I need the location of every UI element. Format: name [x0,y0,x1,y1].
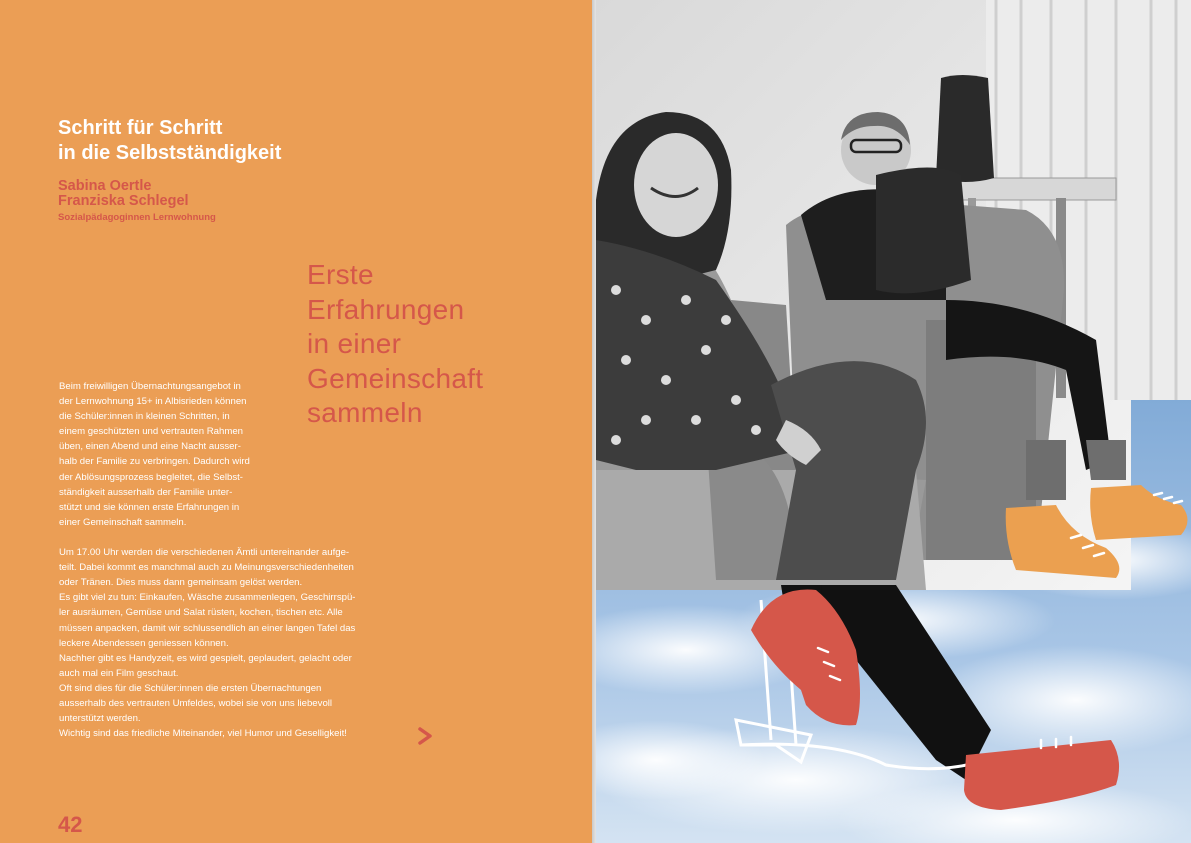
text-line: üben, einen Abend und eine Nacht ausser- [59,441,241,453]
photo-collage [596,0,1191,843]
subheading-line: Gemeinschaft [307,362,484,394]
text-line: ausserhalb des vertrauten Umfeldes, wobei sie von uns liebevoll [59,697,333,709]
text-line: Um 17.00 Uhr werden die verschiedenen Ämtli untereinander aufge- [59,547,350,559]
text-line: einer Gemeinschaft sammeln. [59,516,187,528]
text-line: Beim freiwilligen Übernachtungsangebot in [59,381,241,392]
photo-collage-icon [596,0,1191,843]
text-line: ler ausräumen, Gemüse und Salat rüsten, kochen, tischen etc. Alle [59,607,343,619]
subheading-line: Erfahrungen [307,293,465,325]
text-line: müssen anpacken, damit wir schlussendlich an einer langen Tafel das [59,622,356,634]
body-text [59,379,429,741]
text-line: Wichtig sind das friedliche Miteinander, viel Humor und Geselligkeit! [59,728,347,740]
chevron-right-icon [416,726,434,746]
subheading-line: in einer [307,328,402,359]
text-line: der Ablösungsprozess begleitet, die Selbst- [59,471,243,483]
subheading-line: sammeln [307,397,423,428]
text-line: Oft sind dies für die Schüler:innen die ersten Übernachtungen [59,682,322,694]
author-name: Franziska Schlegel [58,193,189,209]
text-line: unterstützt werden. [59,713,141,725]
paragraph-gap [59,530,429,545]
title-line: in die Selbstständigkeit [58,142,282,164]
text-line: oder Tränen. Dies muss dann gemeinsam gelöst werden. [59,577,303,589]
text-line: ständigkeit ausserhalb der Familie unter- [59,486,233,498]
paragraph-intro [59,379,429,530]
author-role: Sozialpädagoginnen Lernwohnung [58,212,216,223]
text-line: die Schüler:innen in kleinen Schritten, in [59,411,230,423]
lamp [936,75,994,182]
left-page [0,0,594,843]
author-name: Sabina Oertle [58,178,152,194]
text-line: stützt und sie können erste Erfahrungen in [59,501,240,513]
text-line: Es gibt viel zu tun: Einkaufen, Wäsche zusammenlegen, Geschirrspü- [59,592,356,604]
text-line: auch mal ein Film geschaut. [59,667,179,679]
paragraph-main [59,545,429,741]
text-line: teilt. Dabei kommt es manchmal auch zu Meinungsverschiedenheiten [59,562,354,574]
article-title [58,116,281,166]
author-names [58,179,189,209]
text-line: der Lernwohnung 15+ in Albisrieden können [59,396,247,408]
text-line: Nachher gibt es Handyzeit, es wird gespielt, geplaudert, gelacht oder [59,652,352,664]
subheading-line: Erste [307,259,374,290]
text-line: halb der Familie zu verbringen. Dadurch wird [59,456,250,468]
text-line: leckere Abendessen geniessen können. [59,637,229,649]
title-line: Schritt für Schritt [58,117,223,139]
page-number: 42 [58,812,83,837]
text-line: einem geschützten und vertrauten Rahmen [59,426,243,438]
